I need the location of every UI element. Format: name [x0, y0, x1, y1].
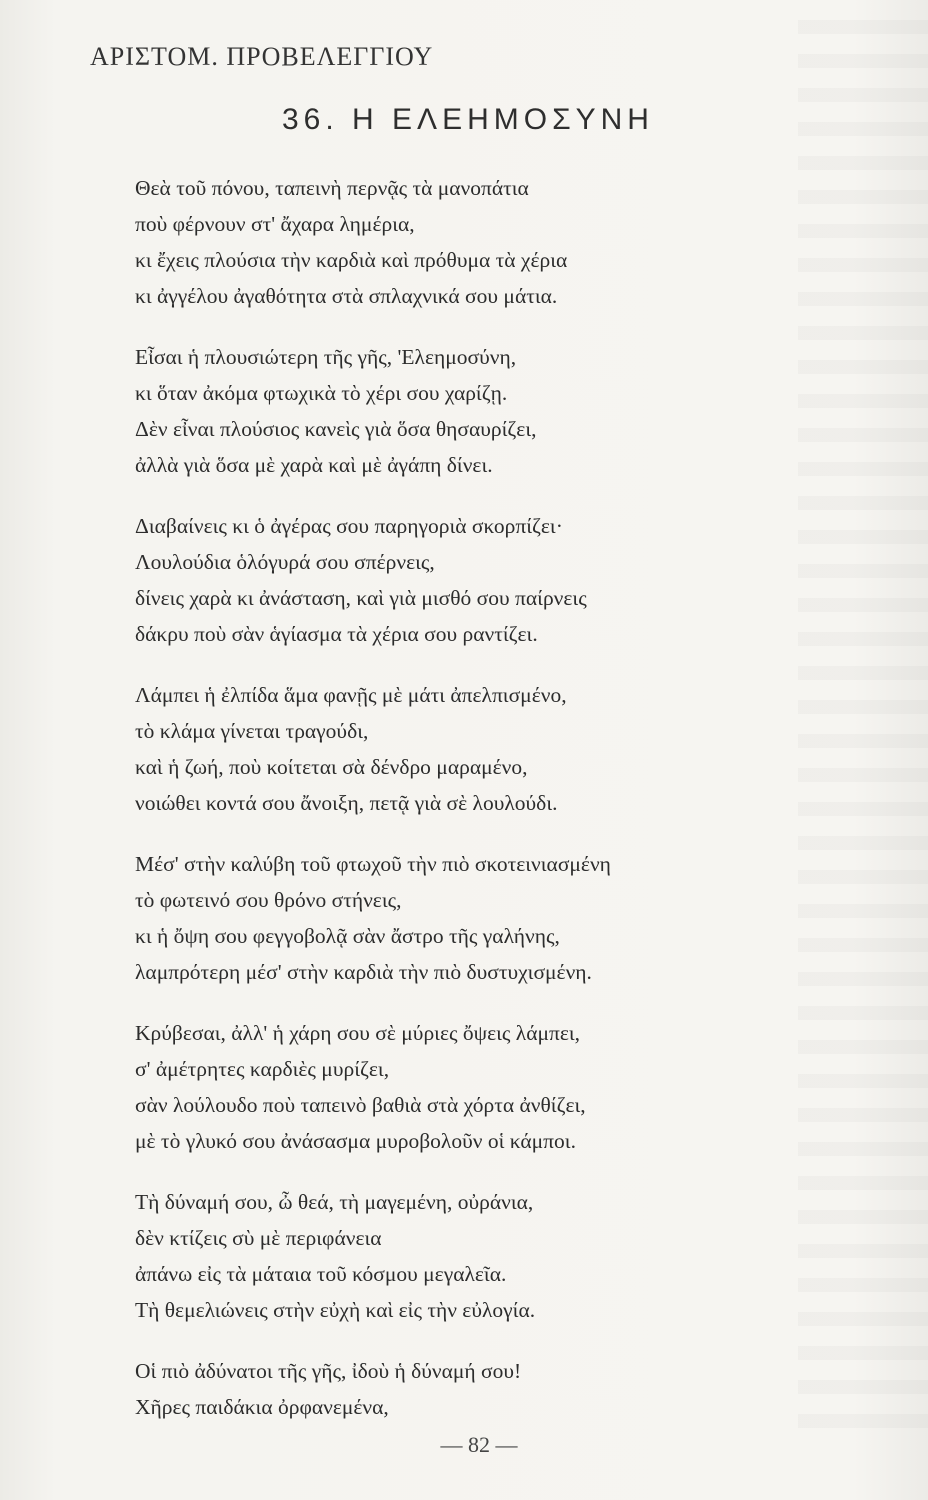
- stanza: [135, 846, 815, 990]
- poem-line: Διαβαίνεις κι ὁ ἀγέρας σου παρηγοριὰ σκορπίζει·: [135, 514, 563, 538]
- poem-line: λαμπρότερη μέσ' στὴν καρδιὰ τὴν πιὸ δυστυχισμένη.: [135, 960, 592, 984]
- poem-line: κι ἀγγέλου ἀγαθότητα στὰ σπλαχνικά σου μάτια.: [135, 284, 558, 308]
- poem-line: Λάμπει ἡ ἐλπίδα ἅμα φανῇς μὲ μάτι ἀπελπισμένο,: [135, 683, 567, 707]
- poem-line: Χῆρες παιδάκια ὀρφανεμένα,: [135, 1395, 389, 1419]
- page-number: — 82 —: [440, 1432, 518, 1457]
- running-header: ΑΡΙΣΤΟΜ. ΠΡΟΒΕΛΕΓΓΙΟΥ: [90, 42, 434, 71]
- poem-line: ἀπάνω εἰς τὰ μάταια τοῦ κόσμου μεγαλεῖα.: [135, 1262, 507, 1286]
- poem-line: κι ἡ ὄψη σου φεγγοβολᾷ σὰν ἄστρο τῆς γαλήνης,: [135, 924, 560, 948]
- poem-line: Δὲν εἶναι πλούσιος κανεὶς γιὰ ὅσα θησαυρίζει,: [135, 417, 537, 441]
- poem-line: Τὴ θεμελιώνεις στὴν εὐχὴ καὶ εἰς τὴν εὐλογία.: [135, 1298, 536, 1322]
- poem-line: σ' ἀμέτρητες καρδιὲς μυρίζει,: [135, 1057, 390, 1081]
- poem-line: Τὴ δύναμή σου, ὦ θεά, τὴ μαγεμένη, οὐράνια,: [135, 1190, 534, 1214]
- poem-line: Οἱ πιὸ ἀδύνατοι τῆς γῆς, ἰδοὺ ἡ δύναμή σου!: [135, 1359, 522, 1383]
- poem-line: Μέσ' στὴν καλύβη τοῦ φτωχοῦ τὴν πιὸ σκοτεινιασμένη: [135, 852, 611, 876]
- stanza: [135, 677, 815, 821]
- poem-line: τὸ φωτεινό σου θρόνο στήνεις,: [135, 888, 402, 912]
- poem-line: Λουλούδια ὁλόγυρά σου σπέρνεις,: [135, 550, 435, 574]
- stanza: [135, 1184, 815, 1328]
- poem-line: σὰν λούλουδο ποὺ ταπεινὸ βαθιὰ στὰ χόρτα ἀνθίζει,: [135, 1093, 586, 1117]
- bleed-through-text: [798, 20, 928, 1440]
- stanza: [135, 170, 815, 314]
- poem-line: Εἶσαι ἡ πλουσιώτερη τῆς γῆς, 'Ελεημοσύνη,: [135, 345, 517, 369]
- poem-line: ἀλλὰ γιὰ ὅσα μὲ χαρὰ καὶ μὲ ἀγάπη δίνει.: [135, 453, 493, 477]
- poem-line: Κρύβεσαι, ἀλλ' ἡ χάρη σου σὲ μύριες ὄψεις λάμπει,: [135, 1021, 581, 1045]
- poem-line: κι ἔχεις πλούσια τὴν καρδιὰ καὶ πρόθυμα τὰ χέρια: [135, 248, 568, 272]
- poem-line: δάκρυ ποὺ σὰν ἁγίασμα τὰ χέρια σου ραντίζει.: [135, 622, 538, 646]
- stanza: [135, 1353, 815, 1425]
- stanza: [135, 508, 815, 652]
- poem-body: [135, 170, 815, 1450]
- poem-line: καὶ ἡ ζωή, ποὺ κοίτεται σὰ δένδρο μαραμένο,: [135, 755, 528, 779]
- poem-line: μὲ τὸ γλυκό σου ἀνάσασμα μυροβολοῦν οἱ κάμποι.: [135, 1129, 576, 1153]
- poem-line: Θεὰ τοῦ πόνου, ταπεινὴ περνᾷς τὰ μανοπάτια: [135, 176, 529, 200]
- stanza: [135, 339, 815, 483]
- poem-line: νοιώθει κοντά σου ἄνοιξη, πετᾷ γιὰ σὲ λουλούδι.: [135, 791, 558, 815]
- poem-title: 36. Η ΕΛΕΗΜΟΣΥΝΗ: [282, 103, 654, 136]
- poem-line: δίνεις χαρὰ κι ἀνάσταση, καὶ γιὰ μισθό σου παίρνεις: [135, 586, 587, 610]
- poem-line: ποὺ φέρνουν στ' ἄχαρα λημέρια,: [135, 212, 415, 236]
- poem-line: κι ὅταν ἀκόμα φτωχικὰ τὸ χέρι σου χαρίζῃ.: [135, 381, 508, 405]
- poem-line: δὲν κτίζεις σὺ μὲ περιφάνεια: [135, 1226, 382, 1250]
- stanza: [135, 1015, 815, 1159]
- poem-line: τὸ κλάμα γίνεται τραγούδι,: [135, 719, 369, 743]
